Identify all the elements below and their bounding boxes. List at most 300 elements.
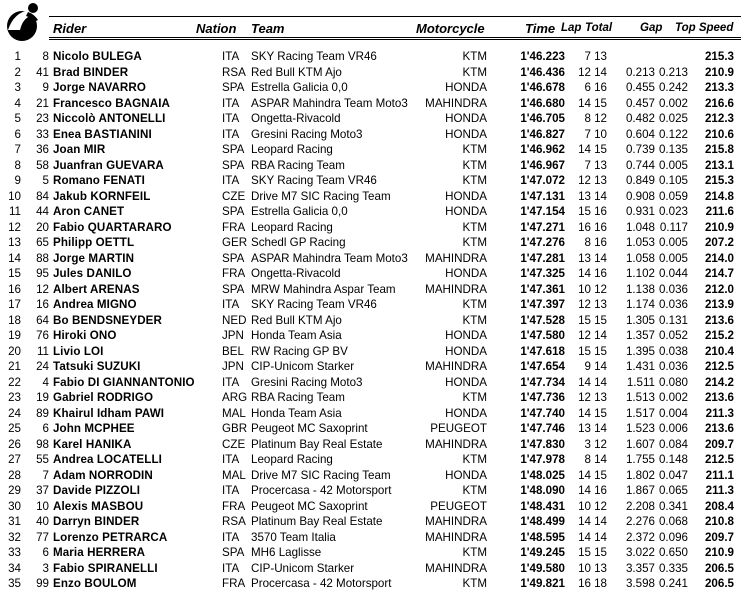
- top-speed: 210.4: [704, 344, 734, 358]
- rider-number: 20: [36, 220, 49, 234]
- team: Red Bull KTM Ajo: [251, 313, 342, 327]
- gap-first: 1.395: [625, 344, 655, 358]
- best-time: 1'46.680: [520, 96, 565, 110]
- best-time: 1'47.325: [520, 267, 565, 280]
- rider-number: 76: [36, 329, 49, 342]
- top-speed: 215.2: [704, 329, 734, 342]
- gap-first: 1.305: [625, 313, 655, 327]
- table-row: [0, 158, 745, 174]
- rider-name: Fabio DI GIANNANTONIO: [53, 375, 195, 389]
- team: Ongetta-Rivacold: [251, 112, 341, 125]
- gap-first: 1.513: [625, 391, 655, 404]
- motorcycle: HONDA: [445, 329, 487, 342]
- gap-previous: 0.084: [658, 437, 688, 451]
- rider-number: 58: [36, 158, 49, 172]
- position: 6: [14, 127, 21, 141]
- table-row: [0, 576, 745, 592]
- motorcycle: PEUGEOT: [430, 422, 487, 435]
- nation: RSA: [222, 65, 246, 79]
- position: 5: [14, 112, 21, 125]
- table-row: [0, 344, 745, 360]
- motorcycle: HONDA: [445, 344, 487, 358]
- best-lap: 14: [578, 143, 591, 156]
- team: Gresini Racing Moto3: [251, 375, 363, 389]
- gap-previous: 0.044: [658, 267, 688, 280]
- motorcycle: MAHINDRA: [425, 530, 487, 544]
- team: SKY Racing Team VR46: [251, 174, 377, 187]
- gap-first: 1.138: [625, 282, 655, 296]
- rider-name: Fabio SPIRANELLI: [53, 561, 158, 575]
- motorcycle: KTM: [462, 391, 487, 404]
- gap-previous: 0.135: [658, 143, 688, 156]
- gap-first: 0.908: [625, 189, 655, 203]
- position: 9: [14, 174, 21, 187]
- position: 26: [8, 437, 21, 451]
- best-time: 1'48.595: [520, 530, 565, 544]
- gap-previous: 0.059: [658, 189, 688, 203]
- motorcycle: KTM: [462, 453, 487, 466]
- gap-first: 1.102: [625, 267, 655, 280]
- header-team: Team: [251, 21, 285, 36]
- motorcycle: KTM: [462, 236, 487, 249]
- rider-number: 37: [36, 484, 49, 497]
- top-speed: 215.3: [704, 174, 734, 187]
- team: MH6 Laglisse: [251, 546, 322, 559]
- position: 17: [8, 298, 21, 311]
- total-laps: 15: [594, 344, 607, 358]
- team: RW Racing GP BV: [251, 344, 348, 358]
- top-speed: 208.4: [704, 499, 734, 513]
- table-row: [0, 127, 745, 143]
- rider-number: 44: [36, 205, 49, 218]
- total-laps: 13: [594, 298, 607, 311]
- position: 10: [8, 189, 21, 203]
- rider-name: Khairul Idham PAWI: [53, 406, 165, 420]
- table-row: [0, 204, 745, 220]
- gap-previous: 0.131: [658, 313, 688, 327]
- best-time: 1'47.271: [520, 220, 565, 234]
- total-laps: 14: [594, 65, 607, 79]
- header-nation: Nation: [196, 21, 237, 36]
- motorcycle: KTM: [462, 50, 487, 63]
- header-top-speed: Top Speed: [675, 22, 734, 34]
- results-table: [0, 49, 745, 592]
- best-lap: 14: [578, 468, 591, 482]
- nation: ITA: [222, 298, 240, 311]
- total-laps: 14: [594, 422, 607, 435]
- top-speed: 213.6: [704, 313, 734, 327]
- total-laps: 16: [594, 484, 607, 497]
- gap-previous: 0.096: [658, 530, 688, 544]
- rider-number: 99: [36, 577, 49, 590]
- rider-name: Gabriel RODRIGO: [53, 391, 154, 404]
- motorcycle: HONDA: [445, 112, 487, 125]
- nation: SPA: [222, 81, 245, 94]
- position: 33: [8, 546, 21, 559]
- nation: MAL: [222, 406, 246, 420]
- motorcycle: KTM: [462, 313, 487, 327]
- total-laps: 15: [594, 96, 607, 110]
- team: Estrella Galicia 0,0: [251, 205, 348, 218]
- best-time: 1'46.678: [520, 81, 565, 94]
- nation: ITA: [222, 530, 240, 544]
- gap-previous: 0.025: [658, 112, 688, 125]
- header-top-rule: [49, 16, 741, 17]
- gap-previous: 0.650: [658, 546, 688, 559]
- gap-first: 0.739: [625, 143, 655, 156]
- team: ASPAR Mahindra Team Moto3: [251, 96, 408, 110]
- position: 19: [8, 329, 21, 342]
- top-speed: 213.3: [704, 81, 734, 94]
- best-lap: 7: [584, 158, 591, 172]
- gap-previous: 0.038: [658, 344, 688, 358]
- best-lap: 12: [578, 174, 591, 187]
- position: 22: [8, 375, 21, 389]
- rider-number: 36: [36, 143, 49, 156]
- gap-first: 2.276: [625, 515, 655, 528]
- rider-number: 24: [36, 360, 49, 373]
- rider-number: 16: [36, 298, 49, 311]
- gap-previous: 0.036: [658, 360, 688, 373]
- gap-previous: 0.117: [659, 220, 688, 234]
- best-time: 1'47.746: [520, 422, 565, 435]
- gap-previous: 0.242: [658, 81, 688, 94]
- rider-name: Aron CANET: [53, 205, 125, 218]
- gap-first: 1.867: [625, 484, 655, 497]
- nation: SPA: [222, 158, 245, 172]
- motorcycle: MAHINDRA: [425, 251, 487, 265]
- rider-number: 89: [36, 406, 49, 420]
- gap-previous: 0.341: [658, 499, 688, 513]
- best-lap: 14: [578, 515, 591, 528]
- table-row: [0, 297, 745, 313]
- rider-name: Bo BENDSNEYDER: [53, 313, 162, 327]
- nation: ITA: [222, 96, 240, 110]
- total-laps: 13: [594, 158, 607, 172]
- best-time: 1'46.962: [520, 143, 565, 156]
- top-speed: 206.5: [704, 577, 734, 590]
- rider-number: 40: [36, 515, 49, 528]
- best-time: 1'48.431: [520, 499, 565, 513]
- rider-name: Davide PIZZOLI: [53, 484, 141, 497]
- motorcycle: KTM: [462, 143, 487, 156]
- gap-first: 2.372: [625, 530, 655, 544]
- team: Procercasa - 42 Motorsport: [251, 577, 392, 590]
- gap-first: 0.849: [625, 174, 655, 187]
- top-speed: 210.9: [704, 220, 734, 234]
- rider-name: Albert ARENAS: [53, 282, 140, 296]
- best-lap: 8: [584, 236, 591, 249]
- team: Leopard Racing: [251, 143, 333, 156]
- rider-number: 6: [42, 422, 49, 435]
- best-time: 1'47.072: [520, 174, 565, 187]
- rider-number: 5: [42, 174, 49, 187]
- position: 11: [8, 205, 21, 218]
- position: 3: [14, 81, 21, 94]
- nation: NED: [222, 313, 247, 327]
- gap-first: 3.598: [625, 577, 655, 590]
- best-time: 1'48.025: [520, 468, 565, 482]
- position: 29: [8, 484, 21, 497]
- best-lap: 13: [578, 251, 591, 265]
- top-speed: 213.6: [704, 391, 734, 404]
- best-lap: 8: [584, 453, 591, 466]
- gap-first: 0.482: [625, 112, 655, 125]
- team: Leopard Racing: [251, 453, 333, 466]
- gap-previous: 0.080: [658, 375, 688, 389]
- top-speed: 212.0: [704, 282, 734, 296]
- top-speed: 215.3: [704, 50, 734, 63]
- top-speed: 214.8: [704, 189, 734, 203]
- position: 28: [8, 468, 21, 482]
- top-speed: 209.7: [704, 437, 734, 451]
- nation: JPN: [222, 360, 244, 373]
- best-time: 1'47.736: [520, 391, 565, 404]
- rider-number: 3: [42, 561, 49, 575]
- top-speed: 211.3: [705, 484, 734, 497]
- rider-number: 6: [42, 546, 49, 559]
- rider-name: Jules DANILO: [53, 267, 132, 280]
- best-time: 1'47.654: [520, 360, 565, 373]
- table-row: [0, 421, 745, 437]
- gap-first: 1.431: [625, 360, 655, 373]
- table-row: [0, 375, 745, 391]
- top-speed: 212.5: [704, 453, 734, 466]
- top-speed: 214.7: [704, 267, 734, 280]
- rider-name: Enzo BOULOM: [53, 577, 137, 590]
- total-laps: 12: [594, 437, 607, 451]
- rider-number: 9: [42, 81, 49, 94]
- total-laps: 15: [594, 406, 607, 420]
- gap-previous: 0.005: [658, 251, 688, 265]
- total-laps: 14: [594, 515, 607, 528]
- best-lap: 14: [578, 484, 591, 497]
- motorcycle: HONDA: [445, 81, 487, 94]
- top-speed: 206.5: [704, 561, 734, 575]
- nation: MAL: [222, 468, 246, 482]
- team: Honda Team Asia: [251, 329, 342, 342]
- rider-name: Fabio QUARTARARO: [53, 220, 172, 234]
- gap-first: 1.755: [625, 453, 655, 466]
- rider-name: Enea BASTIANINI: [53, 127, 152, 141]
- best-lap: 7: [584, 127, 591, 141]
- nation: FRA: [222, 220, 246, 234]
- best-time: 1'48.090: [520, 484, 565, 497]
- table-row: [0, 189, 745, 205]
- team: ASPAR Mahindra Team Moto3: [251, 251, 408, 265]
- nation: GBR: [222, 422, 248, 435]
- top-speed: 210.8: [704, 515, 734, 528]
- position: 13: [8, 236, 21, 249]
- gap-first: 0.931: [625, 205, 655, 218]
- best-time: 1'47.740: [520, 406, 565, 420]
- table-row: [0, 282, 745, 298]
- table-row: [0, 452, 745, 468]
- gap-previous: 0.213: [658, 65, 688, 79]
- rider-name: Juanfran GUEVARA: [53, 158, 164, 172]
- top-speed: 211.6: [705, 205, 734, 218]
- gap-first: 1.517: [625, 406, 655, 420]
- gap-previous: 0.105: [658, 174, 688, 187]
- best-lap: 16: [578, 220, 591, 234]
- table-row: [0, 328, 745, 344]
- table-row: [0, 514, 745, 530]
- top-speed: 214.2: [704, 375, 734, 389]
- table-row: [0, 499, 745, 515]
- total-laps: 10: [594, 127, 607, 141]
- position: 4: [14, 96, 21, 110]
- motorcycle: KTM: [462, 298, 487, 311]
- gap-previous: 0.005: [658, 236, 688, 249]
- gap-first: 1.357: [625, 329, 655, 342]
- total-laps: 13: [594, 561, 607, 575]
- gap-first: 1.523: [625, 422, 655, 435]
- motorcycle: KTM: [462, 484, 487, 497]
- gap-first: 0.213: [625, 65, 655, 79]
- best-lap: 12: [578, 329, 591, 342]
- motorcycle: KTM: [462, 174, 487, 187]
- position: 21: [8, 360, 21, 373]
- motorcycle: HONDA: [445, 468, 487, 482]
- best-time: 1'46.223: [520, 50, 565, 63]
- motorcycle: MAHINDRA: [425, 360, 487, 373]
- gap-first: 1.048: [625, 220, 655, 234]
- motorcycle: KTM: [462, 546, 487, 559]
- nation: BEL: [222, 344, 244, 358]
- header-bottom-rule-double: [49, 39, 741, 40]
- nation: ITA: [222, 375, 240, 389]
- position: 30: [8, 499, 21, 513]
- total-laps: 13: [594, 174, 607, 187]
- total-laps: 14: [594, 189, 607, 203]
- best-time: 1'47.154: [520, 205, 565, 218]
- nation: SPA: [222, 251, 245, 265]
- best-lap: 9: [584, 360, 591, 373]
- rider-number: 64: [36, 313, 49, 327]
- gap-first: 3.022: [625, 546, 655, 559]
- gap-previous: 0.335: [658, 561, 688, 575]
- rider-number: 77: [36, 530, 49, 544]
- best-lap: 12: [578, 65, 591, 79]
- rider-number: 12: [36, 282, 49, 296]
- gap-first: 0.744: [625, 158, 655, 172]
- nation: SPA: [222, 282, 245, 296]
- team: Estrella Galicia 0,0: [251, 81, 348, 94]
- position: 15: [8, 267, 21, 280]
- team: Ongetta-Rivacold: [251, 267, 341, 280]
- rider-number: 88: [36, 251, 49, 265]
- total-laps: 14: [594, 530, 607, 544]
- header-gap: Gap: [640, 22, 663, 34]
- header-rider: Rider: [53, 21, 87, 36]
- gap-first: 1.802: [625, 468, 655, 482]
- best-lap: 16: [578, 577, 591, 590]
- nation: ITA: [222, 50, 240, 63]
- gap-first: 0.457: [625, 96, 655, 110]
- rider-name: Philipp OETTL: [53, 236, 135, 249]
- table-row: [0, 483, 745, 499]
- position: 18: [8, 313, 21, 327]
- table-row: [0, 251, 745, 267]
- rider-name: Darryn BINDER: [53, 515, 140, 528]
- gap-previous: 0.241: [658, 577, 688, 590]
- gap-previous: 0.065: [658, 484, 688, 497]
- rider-name: Brad BINDER: [53, 65, 129, 79]
- rider-name: Jorge MARTIN: [53, 251, 135, 265]
- best-lap: 14: [578, 96, 591, 110]
- team: Leopard Racing: [251, 220, 333, 234]
- top-speed: 211.3: [705, 406, 734, 420]
- table-row: [0, 266, 745, 282]
- motorcycle: HONDA: [445, 189, 487, 203]
- rider-number: 10: [36, 499, 49, 513]
- nation: JPN: [222, 329, 244, 342]
- total-laps: 16: [594, 220, 607, 234]
- position: 24: [8, 406, 21, 420]
- motorcycle: HONDA: [445, 127, 487, 141]
- nation: ITA: [222, 484, 240, 497]
- gap-first: 3.357: [625, 561, 655, 575]
- best-time: 1'47.978: [520, 453, 565, 466]
- motorcycle: HONDA: [445, 267, 487, 280]
- best-time: 1'49.580: [520, 561, 565, 575]
- total-laps: 12: [594, 282, 607, 296]
- team: Red Bull KTM Ajo: [251, 65, 342, 79]
- top-speed: 207.2: [704, 236, 734, 249]
- table-row: [0, 49, 745, 65]
- rider-name: Andrea MIGNO: [53, 298, 137, 311]
- total-laps: 12: [594, 112, 607, 125]
- best-time: 1'47.281: [520, 251, 565, 265]
- gap-first: 1.058: [625, 251, 655, 265]
- total-laps: 18: [594, 577, 607, 590]
- rider-name: Adam NORRODIN: [53, 468, 153, 482]
- motorcycle: HONDA: [445, 205, 487, 218]
- nation: CZE: [222, 437, 246, 451]
- table-row: [0, 561, 745, 577]
- motorcycle: MAHINDRA: [425, 515, 487, 528]
- motorcycle: MAHINDRA: [425, 96, 487, 110]
- gap-first: 0.604: [625, 127, 655, 141]
- team: Peugeot MC Saxoprint: [251, 422, 368, 435]
- rider-name: Livio LOI: [53, 344, 104, 358]
- best-time: 1'48.499: [520, 515, 565, 528]
- top-speed: 212.3: [704, 112, 734, 125]
- position: 1: [14, 50, 21, 63]
- gap-first: 0.455: [625, 81, 655, 94]
- top-speed: 213.9: [704, 298, 734, 311]
- rider-number: 33: [36, 127, 49, 141]
- best-lap: 7: [584, 50, 591, 63]
- table-row: [0, 235, 745, 251]
- team: SKY Racing Team VR46: [251, 298, 377, 311]
- motorcycle: PEUGEOT: [430, 499, 487, 513]
- gap-previous: 0.004: [658, 406, 688, 420]
- best-time: 1'47.528: [520, 313, 565, 327]
- table-row: [0, 65, 745, 81]
- team: Schedl GP Racing: [251, 236, 346, 249]
- rider-number: 23: [36, 112, 49, 125]
- rider-number: 21: [36, 96, 49, 110]
- best-lap: 13: [578, 422, 591, 435]
- top-speed: 211.1: [705, 468, 734, 482]
- total-laps: 14: [594, 375, 607, 389]
- rider-name: Joan MIR: [53, 143, 106, 156]
- total-laps: 16: [594, 81, 607, 94]
- team: Drive M7 SIC Racing Team: [251, 468, 391, 482]
- position: 2: [14, 65, 21, 79]
- best-time: 1'47.580: [520, 329, 565, 342]
